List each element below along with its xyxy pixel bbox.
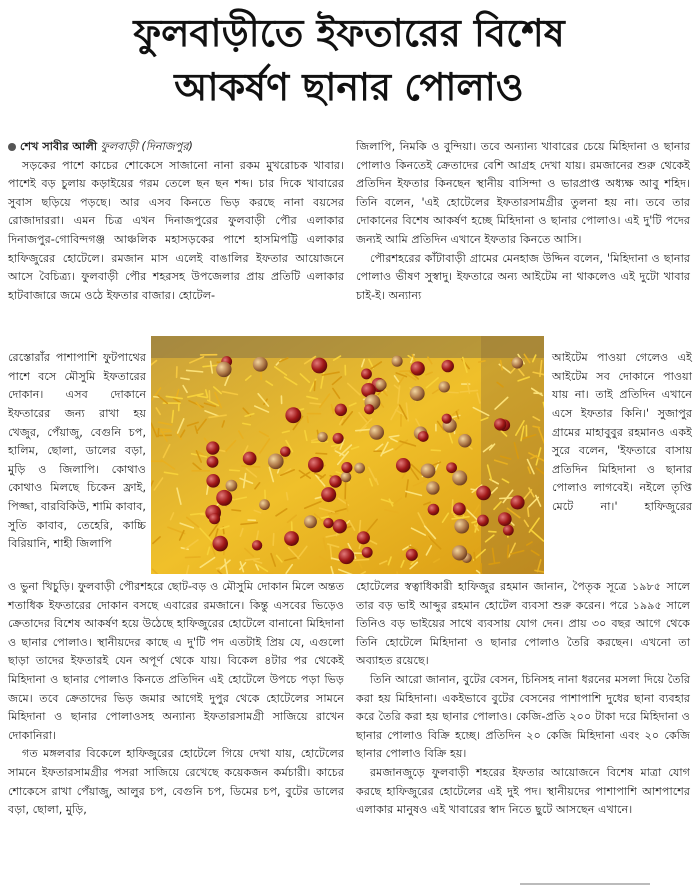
- noodle-strand: [310, 403, 321, 404]
- sweet-ball: [253, 357, 268, 372]
- sweet-ball: [396, 458, 411, 473]
- sweet-ball: [216, 362, 231, 377]
- sweet-ball: [341, 462, 352, 473]
- noodle-strand: [242, 466, 260, 467]
- food-photo: [151, 336, 544, 574]
- noodle-strand: [232, 510, 241, 511]
- right-column-top: [356, 138, 690, 305]
- sweet-ball: [410, 386, 425, 401]
- reporter-name: শেখ সাবীর আলী: [20, 140, 98, 153]
- sweet-ball: [361, 369, 372, 380]
- left-wrap-column: [8, 338, 146, 565]
- sweet-ball: [311, 358, 327, 374]
- sweet-ball: [477, 515, 489, 527]
- paragraph: গত মঙ্গলবার বিকেলে হাফিজুরের হোটেলে গিয়ে দেখা যায়, হোটেলের সামনে ইফতারসামগ্রীর পসরা সাজিয়ে রেখেছে কয়েকজন কর্মচারী। কাচের শোকেসে রাখা পেঁয়াজু, আলুর চপ, বেগুনি চপ, ডিমের চপ, বুটের ডালের বড়া, ছোলা, মুড়ি,: [8, 747, 344, 817]
- sweet-ball: [354, 463, 365, 474]
- sweet-ball: [362, 547, 373, 558]
- noodle-strand: [316, 453, 327, 454]
- sweet-ball: [421, 463, 436, 478]
- headline-line-1: ফুলবাড়ীতে ইফতারের বিশেষ: [133, 11, 565, 55]
- sweet-ball: [454, 519, 469, 534]
- sweet-ball: [226, 480, 238, 492]
- right-column-bottom: [356, 578, 690, 820]
- sweet-ball: [212, 536, 228, 552]
- sweet-ball: [369, 425, 384, 440]
- sweet-ball: [364, 404, 374, 414]
- sweet-ball: [494, 418, 506, 430]
- paragraph: তিনি আরো জানান, বুটের বেসন, চিনিসহ নানা ধরনের মসলা দিয়ে তৈরি করা হয় মিহিদানা। একইভাবে বুটের বেসনের পাশাপাশি দুধের ছানা ব্যবহার করে তৈরি করা হয় ছানার পোলাও। কেজি-প্রতি ২০০ টাকা দরে মিহিদানা ও ছানার পোলাও বিক্রি হচ্ছে। প্রতিদিন ২০ কেজি মিহিদানা এবং ২০ কেজি ছানার পোলাও বিক্রি হয়।: [356, 672, 690, 761]
- sweet-ball: [284, 531, 299, 546]
- bullet-icon: [8, 143, 16, 151]
- noodle-strand: [158, 429, 159, 437]
- headline-line-2: আকর্ষণ ছানার পোলাও: [174, 65, 524, 109]
- sweet-ball: [452, 545, 467, 560]
- paragraph: সড়কের পাশে কাচের শোকেসে সাজানো নানা রকম মুখরোচক খাবার। পাশেই বড় চুলায় কড়াইয়ের গরম তেলে ছন ছন শব্দ। চার দিকে খাবারের সুবাস ছড়িয়ে পড়ছে। আর এসব কিনতে ভিড় করছে নানা বয়সের রোজাদাররা। এমন চিত্র এখন দিনাজপুরের ফুলবাড়ী পৌর এলাকার দিনাজপুর-গোবিন্দগঞ্জ আঞ্চলিক মহাসড়কের পাশে হাসমিপট্টি এলাকার হাফিজুরের হোটেলে। রমজান মাস এলেই বাঙালির ইফতার আয়োজনে আসে বৈচিত্র্য। ফুলবাড়ী পৌর শহরসহ উপজেলার প্রায় প্রতিটি এলাকার হাটবাজারে জমে ওঠে ইফতার বাজার। হোটেল-: [8, 158, 344, 302]
- sweet-ball: [453, 503, 466, 516]
- paragraph: রেস্তোরাঁর পাশাপাশি ফুটপাথের পাশে বসে মৌসুমি ইফতারের দোকান। এসব দোকানে ইফতারের জন্য রাখা হয় খেজুর, পেঁয়াজু, বেগুনি চপ, হালিম, ছোলা, ডালের বড়া, মুড়ি ও জিলাপি। কোথাও কোথাও মিলছে চিকেন ফ্রাই, পিজ্জা, বারবিকিউ, শামি কাবাব, সুতি কাবাব, তেহেরি, কাচ্চি বিরিয়ানি, শাহী জিলাপি: [8, 351, 146, 551]
- sweet-ball: [476, 486, 491, 501]
- sweet-ball: [426, 481, 439, 494]
- noodle-strand: [307, 416, 308, 422]
- sweet-ball: [243, 452, 257, 466]
- byline-location: ফুলবাড়ী (দিনাজপুর): [100, 140, 193, 153]
- footer-rule: [520, 883, 650, 885]
- article-headline: [0, 6, 698, 114]
- sweet-ball: [439, 381, 450, 392]
- photo-image: [151, 336, 544, 574]
- sweet-ball: [510, 495, 524, 509]
- noodle-strand: [452, 500, 453, 512]
- noodle-strand: [186, 557, 201, 558]
- noodle-strand: [156, 429, 170, 430]
- sweet-ball: [333, 519, 347, 533]
- sweet-ball: [411, 361, 425, 375]
- sweet-ball: [259, 499, 270, 510]
- sweet-ball: [206, 441, 219, 454]
- sweet-ball: [418, 431, 429, 442]
- sweet-ball: [304, 515, 317, 528]
- sweet-ball: [335, 404, 347, 416]
- noodle-strand: [354, 559, 369, 560]
- sweet-ball: [341, 472, 352, 483]
- left-column-top: [8, 138, 344, 305]
- sweet-ball: [442, 360, 454, 372]
- sweet-ball: [268, 453, 284, 469]
- paragraph: পৌরশহরের কাঁটাবাড়ী গ্রামের মেনহাজ উদ্দিন বলেন, 'মিহিদানা ও ছানার পোলাও ভীষণ সুস্বাদু। ইফতারে অন্য আইটেম না থাকলেও এই দুটো খাবার চাই-ই। অন্যান্য: [356, 251, 690, 302]
- noodle-strand: [273, 534, 274, 546]
- noodle-strand: [474, 553, 475, 561]
- right-wrap-column: [552, 338, 692, 528]
- noodle-strand: [314, 381, 315, 390]
- left-column-bottom: [8, 578, 344, 820]
- sweet-ball: [503, 525, 514, 536]
- byline: [8, 138, 344, 157]
- sweet-ball: [376, 379, 387, 390]
- sweet-ball: [285, 407, 301, 423]
- paragraph: ও ভুনা খিচুড়ি। ফুলবাড়ী পৌরশহরে ছোট-বড় ও মৌসুমি দোকান মিলে অন্তত শতাধিক ইফতারের দোকান বসছে এবারের রমজানে। কিন্তু এসবের ভিড়েও ক্রেতাদের বিশেষ আকর্ষণ হয়ে উঠেছে হাফিজুরের হোটেলে বানানো মিহিদানা ও ছানার পোলাও। স্থানীয়দের কাছে এ দু'টি পদ এতটাই প্রিয় যে, এগুলো ছাড়া তাদের ইফতারই যেন অপূর্ণ থেকে যায়। বিকেল ৪টার পর থেকেই মিহিদানা ও ছানার পোলাও কিনতে প্রতিদিন এই হোটেলে উপচে পড়া ভিড় জমে। তবে ক্রেতাদের ভিড় জমার আগেই দুপুর থেকে হোটেলের সামনে মিহিদানা ও ছানার পোলাওসহ অন্যান্য ইফতারসামগ্রী সাজিয়ে রাখেন দোকানিরা।: [8, 580, 344, 742]
- sweet-ball: [206, 474, 220, 488]
- sweet-ball: [323, 518, 333, 528]
- sweet-ball: [452, 470, 467, 485]
- noodle-strand: [312, 442, 328, 443]
- sweet-ball: [207, 456, 219, 468]
- noodle-strand: [508, 545, 509, 558]
- paragraph: রমজানজুড়ে ফুলবাড়ী শহরের ইফতার আয়োজনে বিশেষ মাত্রা যোগ করছে হাফিজুরের হোটেলের এই দুই পদ। স্থানীয়দের পাশাপাশি আশপাশের এলাকার মানুষও এই খাবারের স্বাদ নিতে ছুটে আসছেন এখানে।: [356, 765, 690, 817]
- sweet-ball: [216, 490, 232, 506]
- noodle-strand: [230, 470, 240, 471]
- sweet-ball: [446, 462, 457, 473]
- sweet-ball: [209, 513, 220, 524]
- sweet-ball: [252, 540, 262, 550]
- sweet-ball: [498, 512, 512, 526]
- sweet-ball: [317, 432, 327, 442]
- sweet-ball: [406, 549, 418, 561]
- sweet-ball: [321, 487, 336, 502]
- sweet-ball: [329, 475, 341, 487]
- noodle-strand: [431, 450, 440, 451]
- noodle-strand: [528, 508, 529, 516]
- paragraph: হোটেলের স্বত্বাধিকারী হাফিজুর রহমান জানান, পৈতৃক সূত্রে ১৯৮৫ সালে তার বড় ভাই আব্দুর রহমান হোটেল ব্যবসা শুরু করেন। পরে ১৯৯৫ সালে তিনিও বড় ভাইয়ের সাথে ব্যবসায় যোগ দেন। প্রায় ৩০ বছর আগে থেকে তিনি হোটেলে মিহিদানা ও ছানার পোলাও তৈরি করছেন। এখনো তা অব্যাহত রয়েছে।: [356, 580, 690, 668]
- sweet-ball: [280, 446, 291, 457]
- sweet-ball: [357, 531, 370, 544]
- sweet-ball: [308, 457, 324, 473]
- sweet-ball: [512, 357, 524, 369]
- sweet-ball: [458, 434, 471, 447]
- paragraph: জিলাপি, নিমকি ও বুন্দিয়া। তবে অন্যান্য খাবারের চেয়ে মিহিদানা ও ছানার পোলাও কিনতেই ক্রেতাদের বেশি আগ্রহ দেখা যায়। রমজানের শুরু থেকেই প্রতিদিন ইফতার কিনছেন স্থানীয় বাসিন্দা ও ভারপ্রাপ্ত অধ্যক্ষ আবু শহিদ। তিনি বলেন, 'এই হোটেলের ইফতারসামগ্রীর তুলনা হয় না। তবে তার দোকানের বিশেষ আকর্ষণ হচ্ছে মিহিদানা ও ছানার পোলাও। এই দু'টি পদের জন্যই আমি প্রতিদিন এখানে ইফতার কিনতে আসি।: [356, 140, 690, 246]
- sweet-ball: [392, 356, 403, 367]
- sweet-ball: [428, 504, 440, 516]
- sweet-ball: [442, 414, 452, 424]
- sweet-ball: [339, 548, 355, 564]
- sweet-ball: [333, 433, 344, 444]
- paragraph: আইটেম পাওয়া গেলেও এই আইটেম সব দোকানে পাওয়া যায় না। তাই প্রতিদিন এখানে এসে ইফতার কিনি।' সুজাপুর গ্রামের মাহাবুবুর রহমানও একই সুরে বলেন, 'ইফতারে বাসায় প্রতিদিন মিহিদানা ও ছানার পোলাও লাগবেই। নইলে তৃপ্তি মেটে না।' হাফিজুরের: [552, 351, 692, 513]
